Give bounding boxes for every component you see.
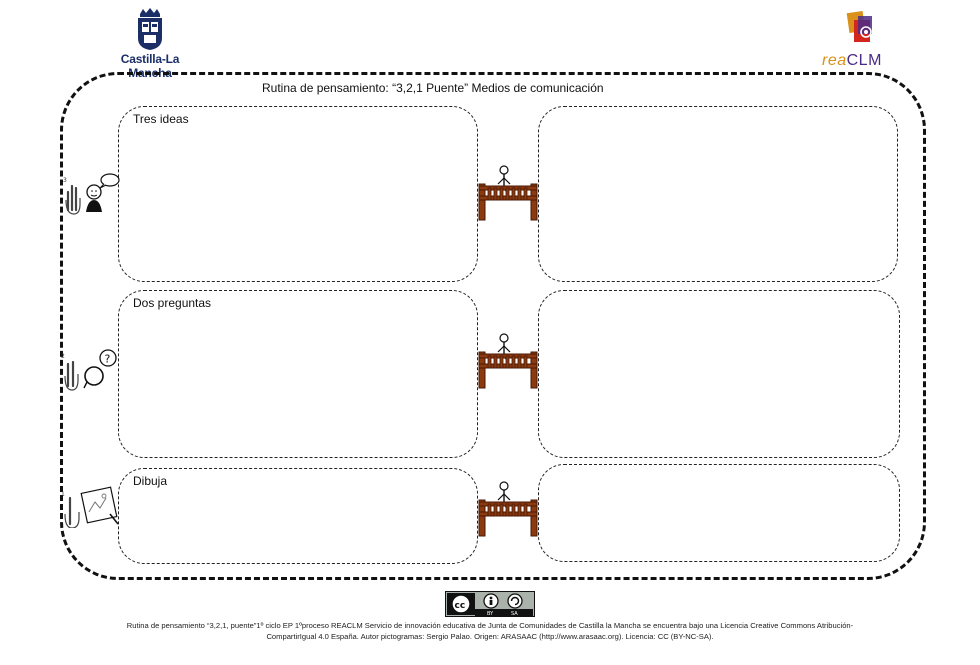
logo-right-text [822, 52, 882, 70]
tres-ideas-box[interactable] [118, 106, 478, 282]
crest-icon [100, 6, 200, 52]
castilla-la-mancha-logo [100, 6, 200, 80]
bridge-person-icon [477, 162, 539, 222]
license-footer [40, 620, 940, 642]
svg-text:2: 2 [61, 353, 65, 360]
creative-commons-badge[interactable] [445, 591, 535, 617]
dibuja-label: Dibuja [133, 474, 168, 488]
svg-text:1: 1 [61, 491, 65, 498]
cc-by-text: BY [487, 611, 494, 617]
worksheet-title: Rutina de pensamiento: “3,2,1 Puente” Medios de comunicación [262, 81, 604, 95]
logo-clm-text: CLM [846, 52, 882, 69]
cc-sa-text: SA [511, 611, 518, 617]
dos-preguntas-answer-box[interactable] [538, 290, 900, 458]
dibuja-box[interactable] [118, 468, 478, 564]
svg-text:cc: cc [454, 601, 466, 611]
three-fingers-speaking-icon [62, 170, 120, 216]
dos-preguntas-label: Dos preguntas [133, 296, 212, 310]
reaclm-logo [820, 8, 906, 68]
dos-preguntas-box[interactable] [118, 290, 478, 458]
tres-ideas-answer-box[interactable] [538, 106, 898, 282]
reaclm-mark-icon [820, 8, 906, 52]
tres-ideas-label: Tres ideas [133, 112, 189, 126]
two-fingers-question-icon [60, 346, 120, 392]
one-finger-drawing-icon [60, 484, 122, 528]
footer-line-2: CompartirIgual 4.0 España. Autor pictogramas: Sergio Palao. Origen: ARASAAC (http://www.arasaac.org). Licencia: CC (BY-NC-SA). [266, 632, 714, 641]
bridge-person-icon [477, 330, 539, 390]
svg-text:?: ? [104, 352, 111, 366]
svg-text:3: 3 [63, 177, 67, 184]
logo-rea-text: rea [822, 52, 847, 69]
footer-line-1: Rutina de pensamiento “3,2,1, puente”1º ciclo EP 1ºproceso REACLM Servicio de innovación educativa de Junta de Comunidades de Castilla la Mancha se encuentra bajo una Licencia Creative Commons Atribución- [126, 621, 854, 630]
dibuja-answer-box[interactable] [538, 464, 900, 562]
logo-left-text: Castilla-La Mancha [120, 52, 180, 80]
bridge-person-icon [477, 478, 539, 538]
